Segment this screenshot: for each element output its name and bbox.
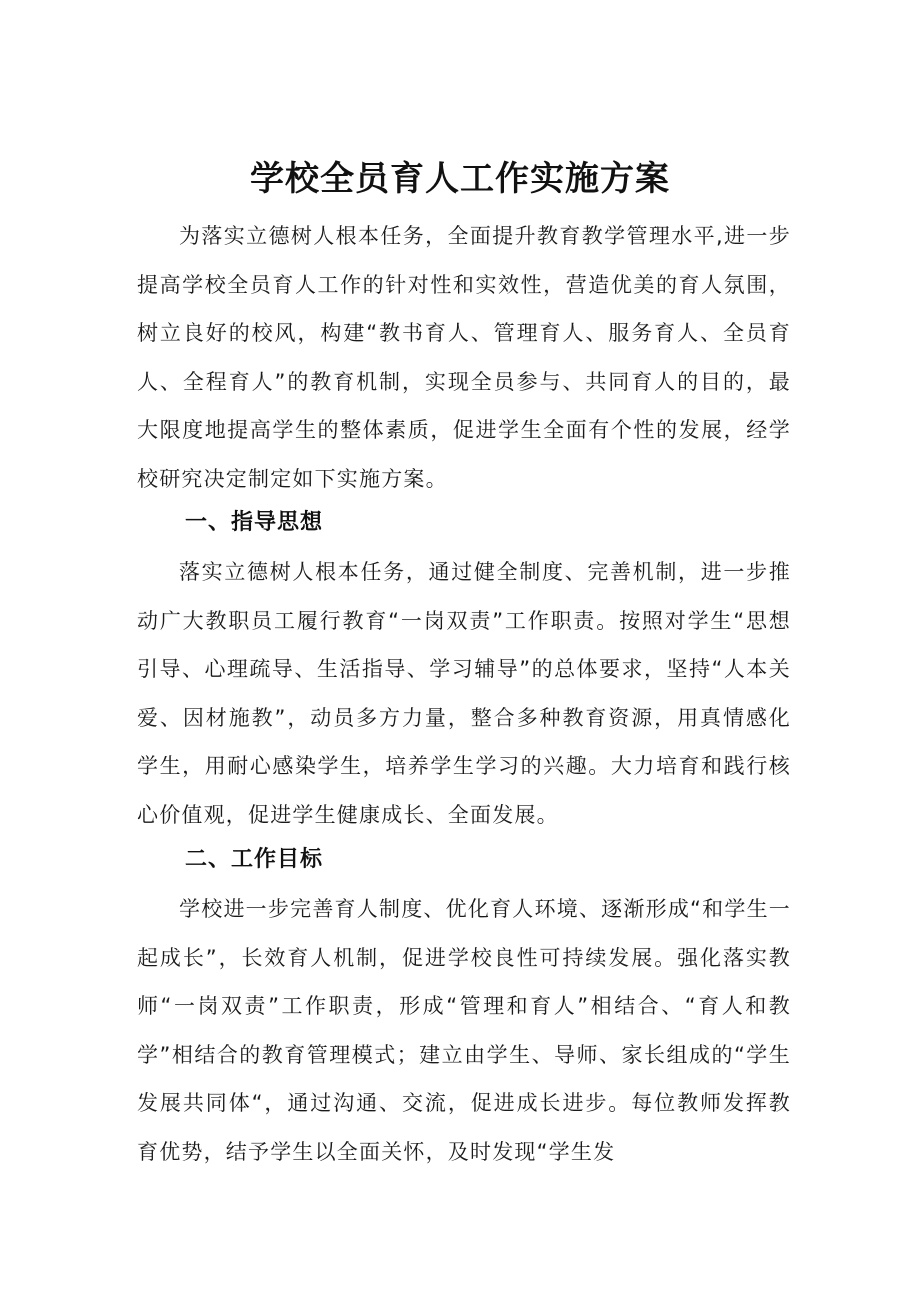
document-title: 学校全员育人工作实施方案 <box>250 158 670 199</box>
section-paragraph-work-goals: 学校进一步完善育人制度、优化育人环境、逐渐形成“和学生一起成长”，长效育人机制，促进学校良性可持续发展。强化落实教师“一岗双责”工作职责，形成“管理和育人”相结合、“育人和教学”相结合的教育管理模式；建立由学生、导师、家长组成的“学生发展共同体“，通过沟通、交流，促进成长进步。每位教师发挥教育优势，结予学生以全面关怀，及时发现“学生发 <box>137 897 791 1164</box>
intro-paragraph: 为落实立德树人根本任务，全面提升教育教学管理水平,进一步提高学校全员育人工作的针对性和实效性，营造优美的育人氛围，树立良好的校风，构建“教书育人、管理育人、服务育人、全员育人、全程育人”的教育机制，实现全员参与、共同育人的目的，最大限度地提高学生的整体素质，促进学生全面有个性的发展，经学校研究决定制定如下实施方案。 <box>137 224 791 491</box>
section-paragraph-guiding-ideology: 落实立德树人根本任务，通过健全制度、完善机制，进一步推动广大教职员工履行教育“一岗双责”工作职责。按照对学生“思想引导、心理疏导、生活指导、学习辅导”的总体要求，坚持“人本关爱、因材施教”，动员多方力量，整合多种教育资源，用真情感化学生，用耐心感染学生，培养学生学习的兴趣。大力培育和践行核心价值观，促进学生健康成长、全面发展。 <box>137 560 791 827</box>
section-heading-guiding-ideology: 一、指导思想 <box>185 510 324 535</box>
section-heading-work-goals: 二、工作目标 <box>185 847 324 872</box>
